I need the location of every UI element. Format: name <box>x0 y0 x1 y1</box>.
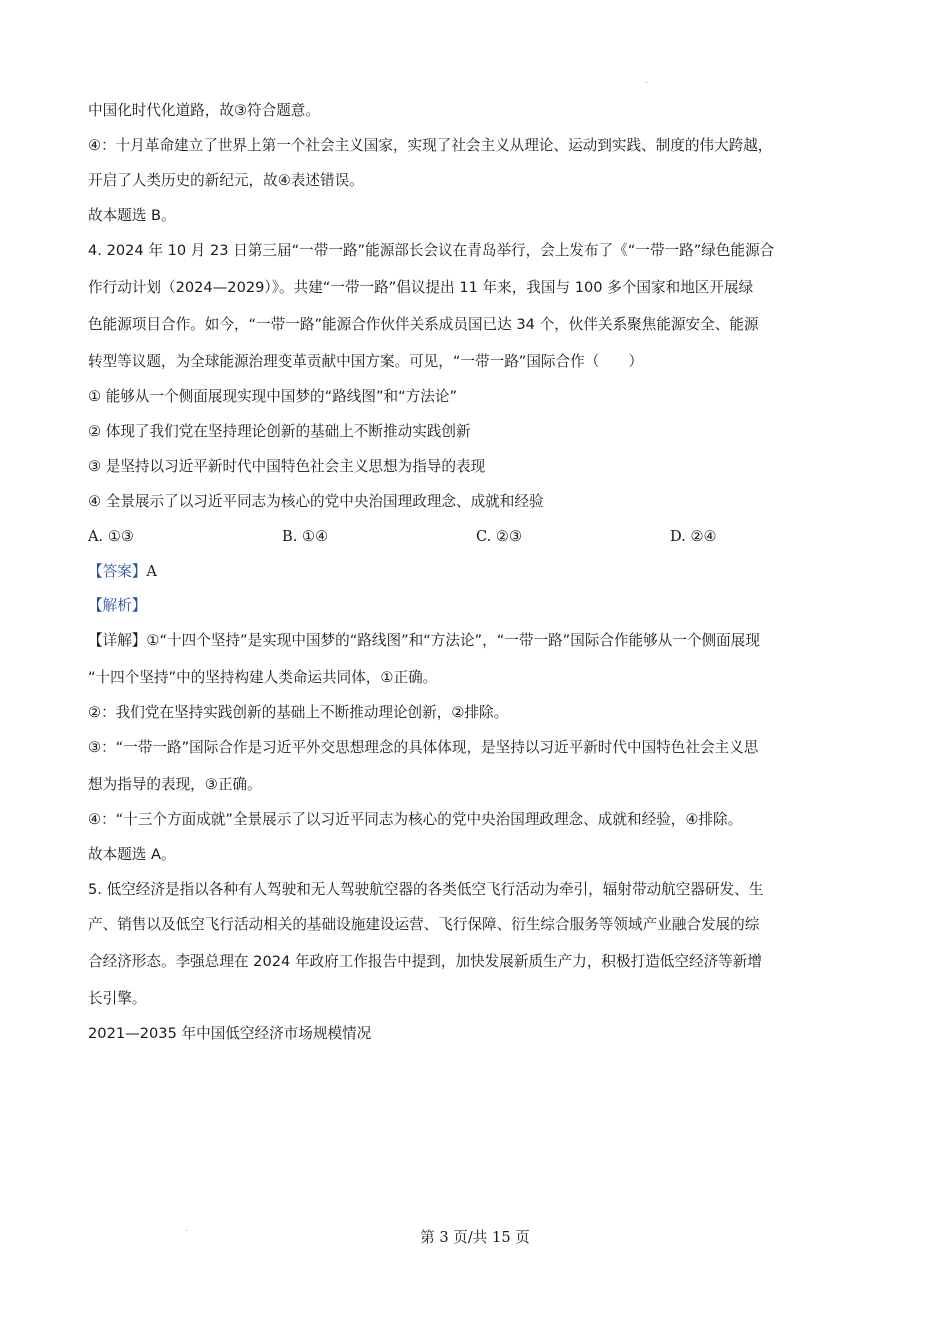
option-a: A. ①③ <box>88 528 134 545</box>
question-4-line: 转型等议题，为全球能源治理变革贡献中国方案。可见，“一带一路”国际合作（ ） <box>88 353 644 370</box>
statement-2: ② 体现了我们党在坚持理论创新的基础上不断推动实践创新 <box>88 423 471 440</box>
option-b: B. ①④ <box>282 528 329 545</box>
statement-1: ① 能够从一个侧面展现实现中国梦的“路线图”和“方法论” <box>88 388 458 405</box>
question-4-line: 色能源项目合作。如今，“一带一路”能源合作伙伴关系成员国已达 34 个，伙伴关系聚焦能源安全、能源 <box>88 316 759 333</box>
text-line: ④：十月革命建立了世界上第一个社会主义国家，实现了社会主义从理论、运动到实践、制度的伟大跨越， <box>88 137 773 154</box>
page-footer: 第 3 页/共 15 页 <box>420 1229 530 1246</box>
text-line: 故本题选 B。 <box>88 207 176 224</box>
detail-line: 想为指导的表现，③正确。 <box>88 776 262 793</box>
answer-label: 【答案】 <box>88 563 147 580</box>
detail-line: 故本题选 A。 <box>88 846 176 863</box>
scan-dot <box>646 82 647 83</box>
detail-text: ①“十四个坚持”是实现中国梦的“路线图”和“方法论”，“一带一路”国际合作能够从一个侧面展现 <box>146 632 760 649</box>
question-4-line: 作行动计划（2024—2029）》。共建“一带一路”倡议提出 11 年来，我国与 100 多个国家和地区开展绿 <box>88 279 754 296</box>
detail-label: 【详解】 <box>88 632 147 649</box>
option-c: C. ②③ <box>476 528 523 545</box>
statement-3: ③ 是坚持以习近平新时代中国特色社会主义思想为指导的表现 <box>88 458 486 475</box>
question-5-line: 长引擎。 <box>88 990 147 1007</box>
option-d: D. ②④ <box>670 528 717 545</box>
detail-line: ④：“十三个方面成就”全景展示了以习近平同志为核心的党中央治国理政理念、成就和经验，④排除。 <box>88 811 743 828</box>
detail-line: ③：“一带一路”国际合作是习近平外交思想理念的具体体现，是坚持以习近平新时代中国特色社会主义思 <box>88 739 759 756</box>
answer-value: A <box>146 563 157 580</box>
text-line: 开启了人类历史的新纪元，故④表述错误。 <box>88 172 364 189</box>
question-5-line: 5. 低空经济是指以各种有人驾驶和无人驾驶航空器的各类低空飞行活动为牵引，辐射带动航空器研发、生 <box>88 881 764 898</box>
analysis-label: 【解析】 <box>88 597 147 614</box>
question-5-line: 合经济形态。李强总理在 2024 年政府工作报告中提到，加快发展新质生产力，积极打造低空经济等新增 <box>88 953 762 970</box>
question-4-line: 4. 2024 年 10 月 23 日第三届“一带一路”能源部长会议在青岛举行，会上发布了《“一带一路”绿色能源合 <box>88 242 775 259</box>
detail-line <box>88 631 884 651</box>
detail-line: ②：我们党在坚持实践创新的基础上不断推动理论创新，②排除。 <box>88 704 509 721</box>
detail-line: “十四个坚持”中的坚持构建人类命运共同体，①正确。 <box>88 669 438 686</box>
chart-caption: 2021—2035 年中国低空经济市场规模情况 <box>88 1025 372 1042</box>
statement-4: ④ 全景展示了以习近平同志为核心的党中央治国理政理念、成就和经验 <box>88 493 544 510</box>
answer-line <box>88 562 884 582</box>
question-5-line: 产、销售以及低空飞行活动相关的基础设施建设运营、飞行保障、衍生综合服务等领域产业融合发展的综 <box>88 916 760 933</box>
text-line: 中国化时代化道路，故③符合题意。 <box>88 102 320 119</box>
